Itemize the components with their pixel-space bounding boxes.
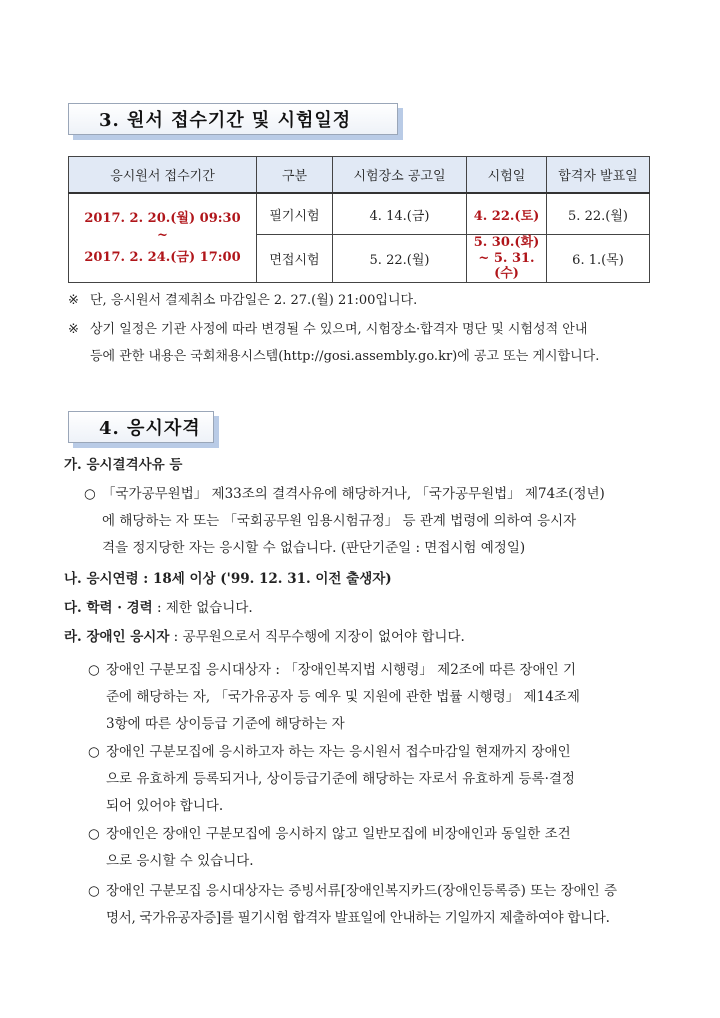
row-type: 면접시험 [257,235,333,283]
bullet-disqualification [84,481,649,562]
note-text: 단, 응시원서 결제취소 마감일은 2. 27.(월) 21:00입니다. [90,293,418,308]
bullet-line: 에 해당하는 자 또는 「국회공무원 임용시험규정」 등 관계 법령에 의하여 응시자 [102,513,577,529]
subheading-ra: 라. 장애인 응시자 : 공무원으로서 직무수행에 지장이 없어야 합니다. [64,629,465,645]
section-4-title: 4. 응시자격 [68,411,214,443]
header-application-period: 응시원서 접수기간 [69,157,257,194]
header-venue-notice: 시험장소 공고일 [333,157,467,194]
schedule-table-header-row [69,157,650,194]
table-row [69,193,650,235]
period-tilde: ~ [157,228,168,244]
bullet-line: 「국가공무원법」 제33조의 결격사유에 해당하거나, 「국가공무원법」 제74조(정년) [102,486,605,502]
row-result-date: 5. 22.(월) [547,193,650,235]
row-exam-date: 4. 22.(토) [467,193,547,235]
bullet-line: 격을 정지당한 자는 응시할 수 없습니다. (판단기준일 : 면접시험 예정일) [102,540,526,556]
bullet-symbol: ○ [84,486,96,502]
subheading-na: 나. 응시연령 : 18세 이상 ('99. 12. 31. 이전 출생자) [64,571,392,587]
note-text: 상기 일정은 기관 사정에 따라 변경될 수 있으며, 시험장소·합격자 명단 및 시험성적 안내 [90,322,588,337]
row-exam-date [467,235,547,283]
note-cancellation [68,287,658,314]
period-start: 2017. 2. 20.(월) 09:30 [84,210,241,226]
row-venue-notice: 4. 14.(금) [333,193,467,235]
row-result-date: 6. 1.(목) [547,235,650,283]
bullet-disability-eligibility: ○ 장애인 구분모집 응시대상자 : 「장애인복지법 시행령」 제2조에 따른 장애인 기 준에 해당하는 자, 「국가유공자 등 예우 및 지원에 관한 법률 시행령」 제14조제 3항에 따른 상이등급 기준에 해당하는 자 [88,662,580,732]
header-exam-date: 시험일 [467,157,547,194]
header-result-date: 합격자 발표일 [547,157,650,194]
note-text-cont: 등에 관한 내용은 국회채용시스템(http://gosi.assembly.go.kr)에 공고 또는 게시합니다. [90,349,600,364]
row-type: 필기시험 [257,193,333,235]
note-mark: ※ [68,293,79,308]
note-mark: ※ [68,322,79,337]
bullet-disability-registration: ○ 장애인 구분모집에 응시하고자 하는 자는 응시원서 접수마감일 현재까지 장애인 으로 유효하게 등록되거나, 상이등급기준에 해당하는 자로서 유효하게 등록·결정 되어 있어야 합니다. [88,744,575,814]
subheading-ga: 가. 응시결격사유 등 [64,457,183,473]
subheading-da: 다. 학력 · 경력 : 제한 없습니다. [64,600,253,616]
period-end: 2017. 2. 24.(금) 17:00 [84,249,241,265]
schedule-table [68,156,650,283]
section-3-title: 3. 원서 접수기간 및 시험일정 [68,103,398,135]
application-period-cell [69,193,257,282]
bullet-general-recruitment: ○ 장애인은 장애인 구분모집에 응시하지 않고 일반모집에 비장애인과 동일한 조건 으로 응시할 수 있습니다. [88,826,571,869]
exam-date-end: ~ 5. 31.(수) [478,250,535,282]
exam-date-start: 5. 30.(화) [473,235,540,250]
bullet-documents: ○ 장애인 구분모집 응시대상자는 증빙서류[장애인복지카드(장애인등록증) 또는 장애인 증 명서, 국가유공자증]를 필기시험 합격자 발표일에 안내하는 기일까지 제출하여야 합니다. [88,883,618,926]
row-venue-notice: 5. 22.(월) [333,235,467,283]
note-schedule-change [68,316,658,370]
header-type: 구분 [257,157,333,194]
